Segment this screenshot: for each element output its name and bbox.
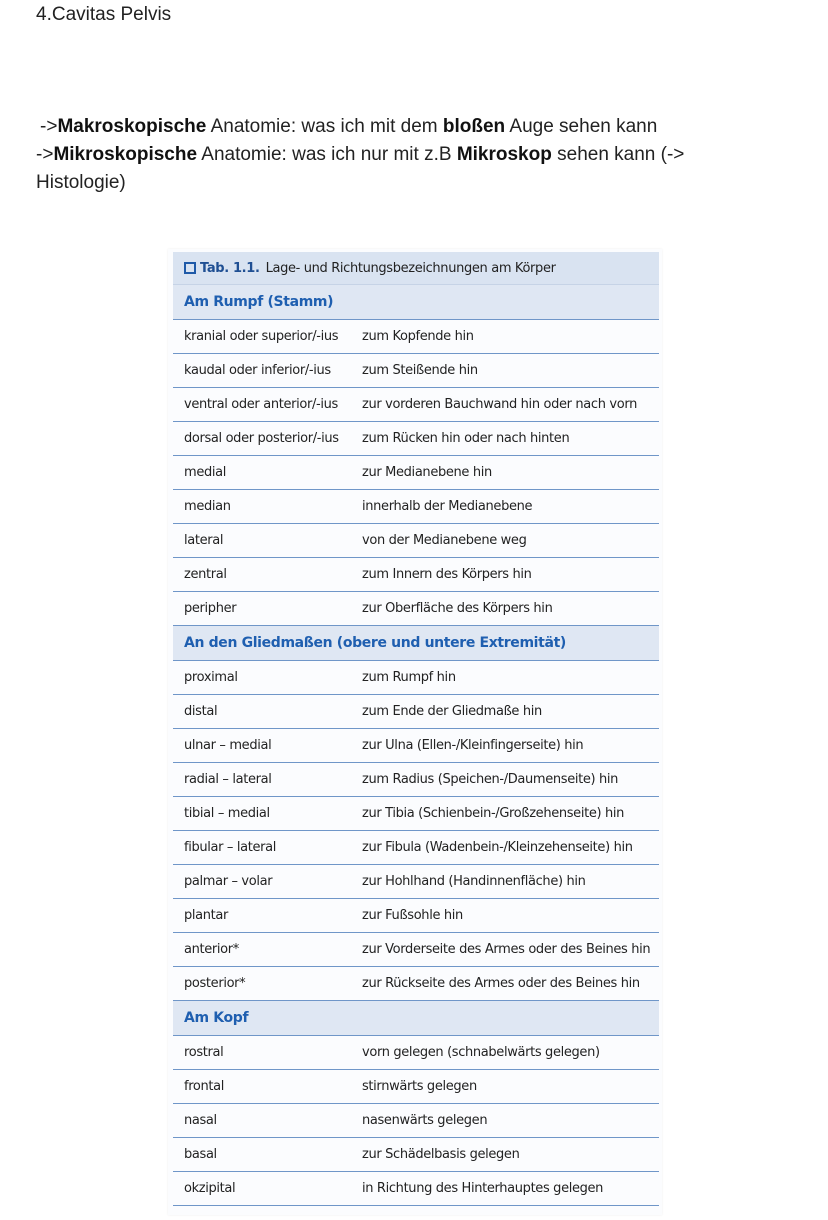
note-text: Auge sehen kann (505, 116, 658, 137)
note-keyword: Mikroskopische (53, 144, 198, 165)
description-cell: vorn gelegen (schnabelwärts gelegen) (362, 1045, 600, 1060)
table-row (173, 558, 659, 592)
term-cell: kaudal oder inferior/-ius (184, 363, 331, 378)
table-row (173, 1172, 659, 1206)
term-cell: plantar (184, 908, 229, 923)
table-row (173, 763, 659, 797)
table-row (173, 456, 659, 490)
note-line-microscopic (36, 141, 736, 169)
description-cell: zur Oberfläche des Körpers hin (362, 601, 553, 616)
table-row (173, 1104, 659, 1138)
table-caption (173, 252, 659, 285)
note-text: Anatomie: was ich mit dem (206, 116, 443, 137)
term-cell: zentral (184, 567, 227, 582)
note-keyword: Mikroskop (456, 144, 552, 165)
note-arrow: -> (40, 116, 58, 137)
description-cell: innerhalb der Medianebene (362, 499, 533, 514)
term-cell: radial – lateral (184, 772, 272, 787)
table-row (173, 388, 659, 422)
description-cell: zur Tibia (Schienbein-/Großzehenseite) hin (362, 806, 625, 821)
table-image (168, 249, 662, 1215)
term-cell: anterior* (184, 942, 239, 957)
table-row (173, 490, 659, 524)
table-section-header: Am Kopf (173, 1001, 659, 1036)
description-cell: zum Rumpf hin (362, 670, 456, 685)
term-cell: rostral (184, 1045, 224, 1060)
note-arrow: -> (36, 144, 54, 165)
description-cell: zum Radius (Speichen-/Daumenseite) hin (362, 772, 619, 787)
table-row (173, 933, 659, 967)
description-cell: zur Fibula (Wadenbein-/Kleinzehenseite) hin (362, 840, 633, 855)
term-cell: tibial – medial (184, 806, 270, 821)
notes-block (36, 113, 736, 197)
term-cell: posterior* (184, 976, 246, 991)
table-row (173, 865, 659, 899)
table-row (173, 1070, 659, 1104)
table-caption-number: Tab. 1.1. (200, 260, 260, 276)
description-cell: zur Rückseite des Armes oder des Beines hin (362, 976, 640, 991)
term-cell: frontal (184, 1079, 225, 1094)
note-text: sehen kann (-> (551, 144, 685, 165)
description-cell: von der Medianebene weg (362, 533, 527, 548)
description-cell: nasenwärts gelegen (362, 1113, 488, 1128)
term-cell: basal (184, 1147, 217, 1162)
table-row (173, 729, 659, 763)
description-cell: zur Hohlhand (Handinnenfläche) hin (362, 874, 586, 889)
table-row (173, 661, 659, 695)
description-cell: zur Schädelbasis gelegen (362, 1147, 520, 1162)
term-cell: peripher (184, 601, 237, 616)
description-cell: zur vorderen Bauchwand hin oder nach vorn (362, 397, 637, 412)
term-cell: median (184, 499, 231, 514)
description-cell: zum Innern des Körpers hin (362, 567, 532, 582)
table-row (173, 354, 659, 388)
note-keyword: bloßen (442, 116, 506, 137)
term-cell: ventral oder anterior/-ius (184, 397, 338, 412)
table-row (173, 1036, 659, 1070)
term-cell: okzipital (184, 1181, 236, 1196)
term-cell: ulnar – medial (184, 738, 272, 753)
term-cell: medial (184, 465, 227, 480)
table-row (173, 797, 659, 831)
note-text: Anatomie: was ich nur mit z.B (197, 144, 457, 165)
table-row (173, 831, 659, 865)
description-cell: zum Rücken hin oder nach hinten (362, 431, 570, 446)
page-heading: 4.Cavitas Pelvis (36, 4, 172, 25)
note-line-macroscopic (36, 113, 736, 141)
note-line-continuation: Histologie) (36, 172, 126, 193)
term-cell: lateral (184, 533, 224, 548)
direction-terms-table (173, 252, 659, 1206)
table-row (173, 1138, 659, 1172)
table-row (173, 695, 659, 729)
table-row (173, 524, 659, 558)
description-cell: stirnwärts gelegen (362, 1079, 477, 1094)
description-cell: zur Fußsohle hin (362, 908, 463, 923)
description-cell: zum Ende der Gliedmaße hin (362, 704, 542, 719)
description-cell: zum Kopfende hin (362, 329, 474, 344)
term-cell: palmar – volar (184, 874, 273, 889)
description-cell: zum Steißende hin (362, 363, 478, 378)
description-cell: zur Vorderseite des Armes oder des Beines hin (362, 942, 651, 957)
term-cell: proximal (184, 670, 238, 685)
table-caption-text: Lage- und Richtungsbezeichnungen am Körper (265, 260, 556, 276)
description-cell: zur Medianebene hin (362, 465, 492, 480)
table-row (173, 967, 659, 1001)
description-cell: zur Ulna (Ellen-/Kleinfingerseite) hin (362, 738, 584, 753)
term-cell: kranial oder superior/-ius (184, 329, 339, 344)
term-cell: distal (184, 704, 218, 719)
term-cell: nasal (184, 1113, 217, 1128)
table-row (173, 899, 659, 933)
note-keyword: Makroskopische (57, 116, 207, 137)
term-cell: fibular – lateral (184, 840, 277, 855)
term-cell: dorsal oder posterior/-ius (184, 431, 339, 446)
table-row (173, 422, 659, 456)
table-section-header: Am Rumpf (Stamm) (173, 285, 659, 320)
table-section-header: An den Gliedmaßen (obere und untere Extremität) (173, 626, 659, 661)
table-row (173, 592, 659, 626)
description-cell: in Richtung des Hinterhauptes gelegen (362, 1181, 604, 1196)
table-marker-icon (184, 262, 196, 274)
table-row (173, 320, 659, 354)
